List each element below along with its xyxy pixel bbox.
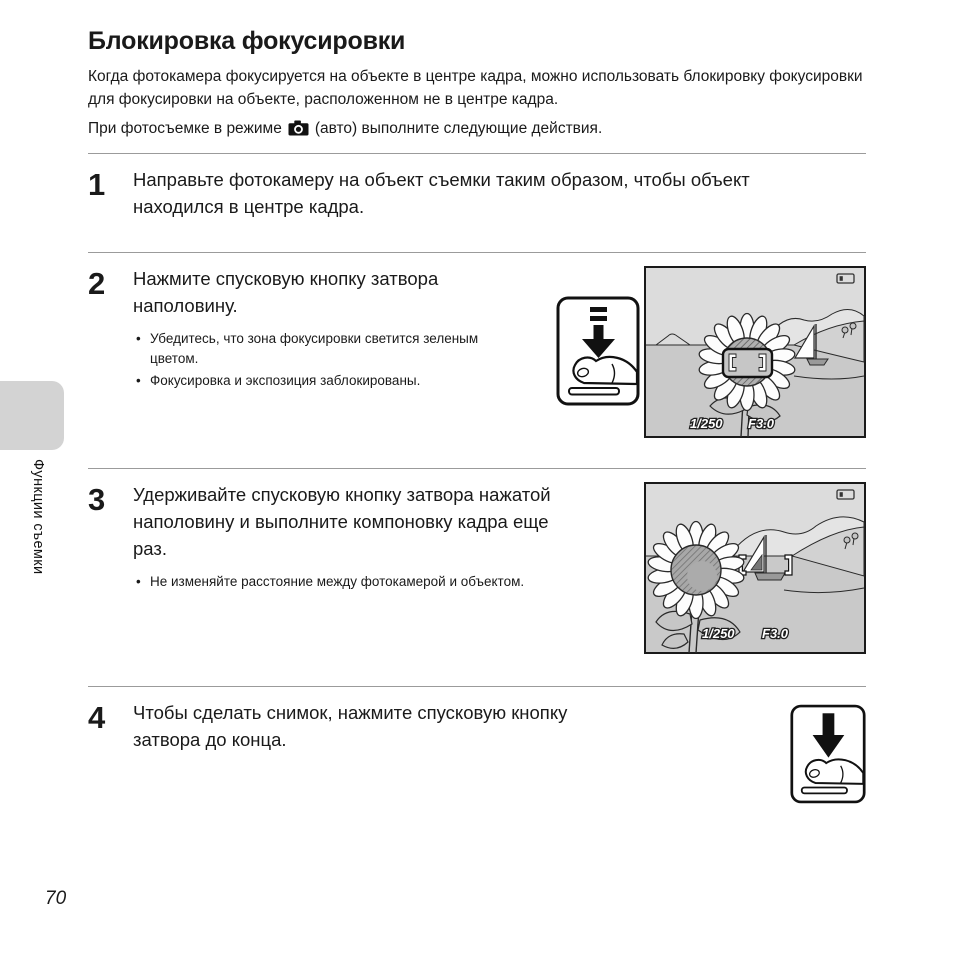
intro-mode-before: При фотосъемке в режиме: [88, 119, 282, 137]
page-title: Блокировка фокусировки: [88, 27, 406, 55]
intro-mode-after: (авто) выполните следующие действия.: [314, 119, 603, 137]
intro-paragraph: Когда фотокамера фокусируется на объекте в центре кадра, можно использовать блокировку фокусировки для фокусировки на объекте, расположенном не в центре кадра.: [88, 68, 863, 109]
step-1-heading: Направьте фотокамеру на объект съемки таким образом, чтобы объект находился в центре кадра.: [133, 168, 750, 217]
step-2-bullets: [133, 329, 545, 391]
aperture-value: F3.0: [762, 626, 789, 642]
step-1-number: 1: [88, 166, 106, 202]
step-3-bullets: [133, 572, 638, 592]
step-3-number: 3: [88, 482, 106, 518]
bullet: • Фокусировка и экспозиция заблокированы.: [133, 371, 490, 391]
full-press-shutter-icon: [790, 702, 866, 806]
chapter-tab: [0, 381, 64, 450]
chapter-label: Функции съемки: [30, 459, 46, 575]
step-4-heading: Чтобы сделать снимок, нажмите спусковую кнопку затвора до конца.: [133, 702, 568, 751]
shutter-button-illustration: [802, 788, 847, 794]
step-2-heading: Нажмите спусковую кнопку затвора наполовину.: [133, 268, 439, 317]
step-3: [88, 469, 866, 673]
finger-illustration: [573, 357, 637, 384]
step-3-heading: Удерживайте спусковую кнопку затвора нажатой наполовину и выполните компоновку кадра еще раз.: [133, 484, 551, 559]
bullet: • Не изменяйте расстояние между фотокамерой и объектом.: [133, 572, 638, 592]
shutter-speed-value: 1/250: [702, 626, 735, 642]
step-1: [88, 154, 866, 240]
intro: [88, 65, 866, 140]
camera-monitor-centered-subject: [644, 266, 866, 438]
aperture-value: F3.0: [748, 416, 775, 432]
step-2: [88, 253, 866, 455]
page-content: [88, 0, 866, 811]
camera-monitor-recomposed-frame: [644, 482, 866, 654]
camera-auto-mode-icon: [288, 120, 309, 136]
bullet: • Убедитесь, что зона фокусировки светится зеленым цветом.: [133, 329, 490, 368]
half-press-shutter-icon: [555, 296, 641, 406]
step-4-number: 4: [88, 700, 106, 736]
shutter-speed-value: 1/250: [690, 416, 723, 432]
page-number: 70: [45, 888, 67, 909]
finger-illustration: [806, 760, 863, 784]
step-4: [88, 687, 866, 811]
intro-mode-line: [88, 117, 866, 140]
shutter-button-illustration: [569, 388, 619, 395]
focus-area-brackets: [723, 349, 772, 377]
step-2-number: 2: [88, 266, 106, 302]
